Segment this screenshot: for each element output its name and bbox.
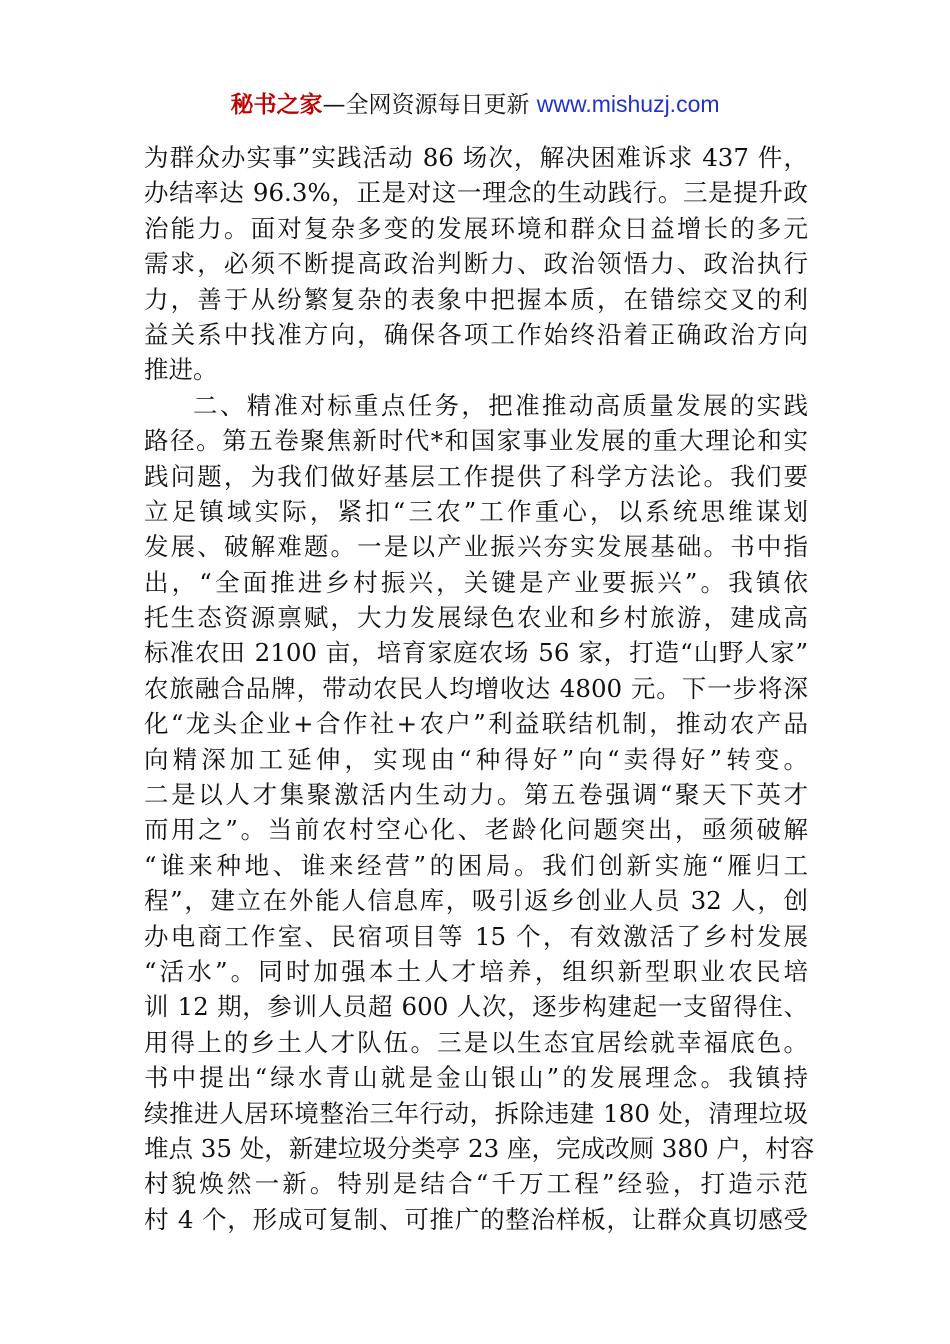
text-line: 农旅融合品牌，带动农民人均增收达 4800 元。下一步将深 [144,673,808,703]
text-line: 践问题，为我们做好基层工作提供了科学方法论。我们要 [144,461,808,491]
site-url-link[interactable]: www.mishuzj.com [536,91,720,117]
text-line: 村貌焕然一新。特别是结合“千万工程”经验，打造示范 [144,1169,808,1199]
text-line: 立足镇域实际，紧扣“三农”工作重心，以系统思维谋划 [144,496,808,526]
text-line: 托生态资源禀赋，大力发展绿色农业和乡村旅游，建成高 [144,603,808,633]
text-line: 推进。 [144,355,218,385]
text-line: 程”，建立在外能人信息库，吸引返乡创业人员 32 人，创 [144,886,808,916]
text-line: 村 4 个，形成可复制、可推广的整治样板，让群众真切感受 [144,1204,808,1234]
text-line: 办结率达 96.3%，正是对这一理念的生动践行。三是提升政 [144,178,808,208]
text-line: 堆点 35 处，新建垃圾分类亭 23 座，完成改厕 380 户，村容 [144,1133,815,1163]
site-tagline: —全网资源每日更新 [322,92,537,118]
text-line: 标准农田 2100 亩，培育家庭农场 56 家，打造“山野人家” [144,638,808,668]
text-line: 训 12 期，参训人员超 600 人次，逐步构建起一支留得住、 [144,992,808,1022]
text-line: 出，“全面推进乡村振兴，关键是产业要振兴”。我镇依 [144,567,808,597]
text-line: 化“龙头企业+合作社+农户”利益联结机制，推动农产品 [144,709,808,739]
text-line: 而用之”。当前农村空心化、老龄化问题突出，亟须破解 [144,815,808,845]
text-line: “谁来种地、谁来经营”的困局。我们创新实施“雁归工 [144,850,808,880]
text-line: 二是以人才集聚激活内生动力。第五卷强调“聚天下英才 [144,780,808,810]
text-line: 路径。第五卷聚焦新时代*和国家事业发展的重大理论和实 [144,426,808,456]
text-line: 用得上的乡土人才队伍。三是以生态宜居绘就幸福底色。 [144,1027,808,1057]
text-line: 益关系中找准方向，确保各项工作始终沿着正确政治方向 [144,319,808,349]
site-name: 秘书之家 [230,92,323,118]
text-line: 办电商工作室、民宿项目等 15 个，有效激活了乡村发展 [144,921,808,951]
text-line: 为群众办实事”实践活动 86 场次，解决困难诉求 437 件， [144,143,808,172]
text-line: 续推进人居环境整治三年行动，拆除违建 180 处，清理垃圾 [144,1098,808,1128]
text-line: 书中提出“绿水青山就是金山银山”的发展理念。我镇持 [144,1063,808,1093]
text-line: 需求，必须不断提高政治判断力、政治领悟力、政治执行 [144,249,808,279]
page-header [0,88,950,121]
section-heading-line: 二、精准对标重点任务，把准推动高质量发展的实践 [193,390,808,420]
document-body [144,140,815,1237]
text-line: “活水”。同时加强本土人才培养，组织新型职业农民培 [144,956,808,986]
text-line: 治能力。面对复杂多变的发展环境和群众日益增长的多元 [144,213,808,243]
text-line: 发展、破解难题。一是以产业振兴夯实发展基础。书中指 [144,532,808,562]
text-line: 力，善于从纷繁复杂的表象中把握本质，在错综交叉的利 [144,284,808,314]
text-line: 向精深加工延伸，实现由“种得好”向“卖得好”转变。 [144,744,808,774]
